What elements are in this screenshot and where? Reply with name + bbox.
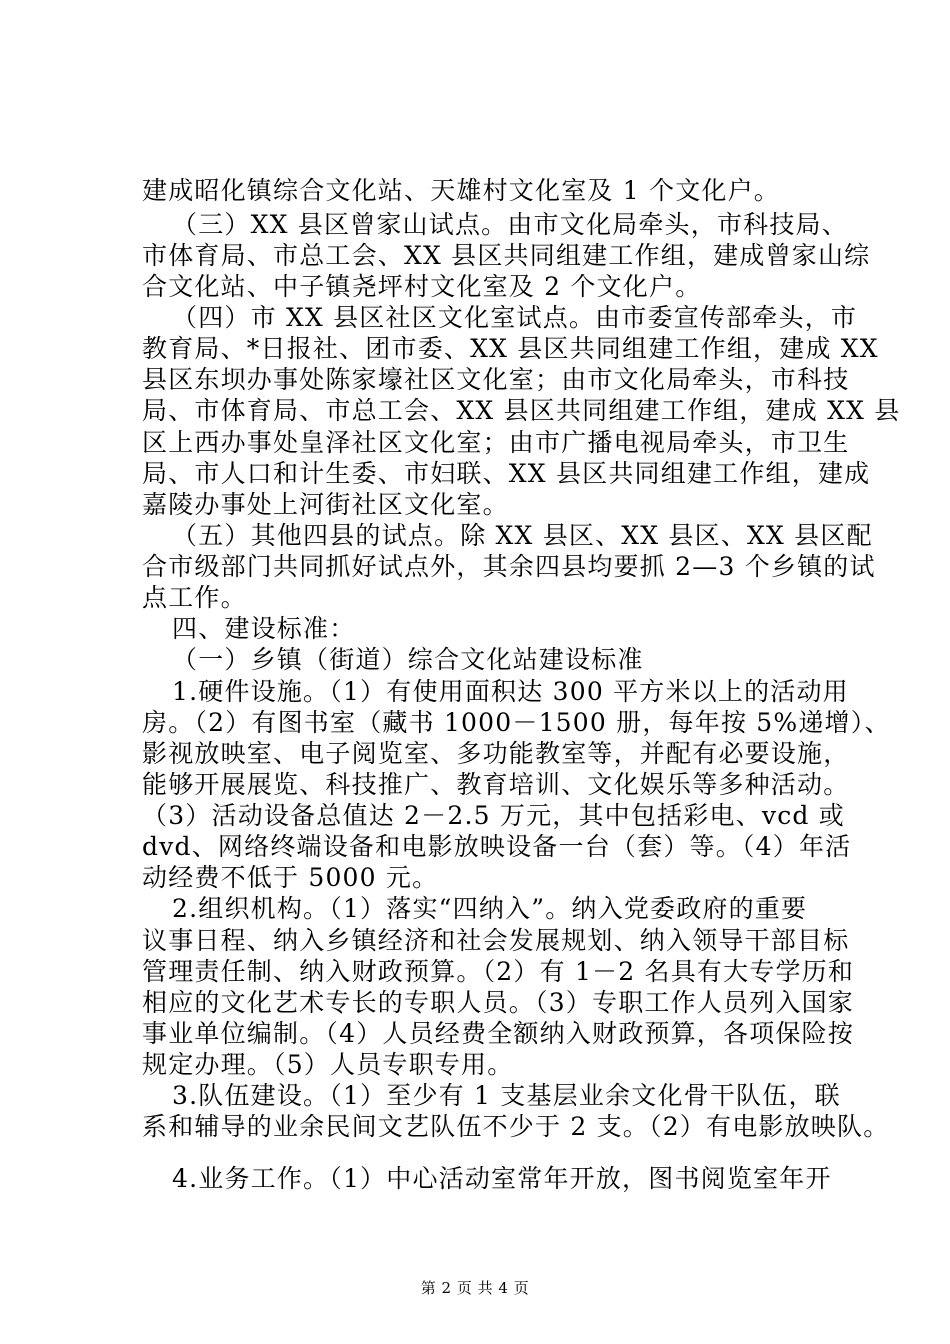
page-footer: 第 2 页 共 4 页: [420, 1279, 530, 1297]
text-line: 2.组织机构。（1）落实“四纳入”。纳入党委政府的重要: [172, 894, 808, 923]
text-line: 嘉陵办事处上河街社区文化室。: [142, 490, 509, 519]
text-line: 建成昭化镇综合文化站、天雄村文化室及 1 个文化户。: [142, 176, 781, 205]
text-line: 县区东坝办事处陈家壕社区文化室；由市文化局牵头，市科技: [142, 365, 850, 394]
text-line: 规定办理。（5）人员专职专用。: [142, 1050, 514, 1079]
text-line: 3.队伍建设。（1）至少有 1 支基层业余文化骨干队伍，联: [172, 1081, 841, 1110]
text-line: 局、市人口和计生委、市妇联、XX 县区共同组建工作组，建成: [142, 459, 871, 488]
text-line: （五）其他四县的试点。除 XX 县区、XX 县区、XX 县区配: [172, 521, 873, 550]
text-line: 1.硬件设施。（1）有使用面积达 300 平方米以上的活动用: [172, 677, 849, 706]
text-line: 点工作。: [142, 583, 247, 612]
text-line: 局、市体育局、市总工会、XX 县区共同组建工作组，建成 XX 县: [142, 396, 901, 425]
text-line: 房。（2）有图书室（藏书 1000－1500 册，每年按 5%递增）、: [142, 708, 891, 737]
text-line: 能够开展展览、科技推广、教育培训、文化娱乐等多种活动。: [142, 770, 850, 799]
subsection-heading: （一）乡镇（街道）综合文化站建设标准: [172, 645, 644, 674]
text-line: 相应的文化艺术专长的专职人员。（3）专职工作人员列入国家: [142, 988, 855, 1017]
text-line: 4.业务工作。（1）中心活动室常年开放，图书阅览室年开: [172, 1164, 832, 1193]
text-line: 动经费不低于 5000 元。: [142, 863, 439, 892]
text-line: 事业单位编制。（4）人员经费全额纳入财政预算，各项保险按: [142, 1019, 855, 1048]
text-line: 议事日程、纳入乡镇经济和社会发展规划、纳入领导干部目标: [142, 926, 850, 955]
text-line: （四）市 XX 县区社区文化室试点。由市委宣传部牵头，市: [172, 303, 858, 332]
text-line: （3）活动设备总值达 2－2.5 万元，其中包括彩电、vcd 或: [142, 801, 845, 830]
text-line: 系和辅导的业余民间文艺队伍不少于 2 支。（2）有电影放映队。: [142, 1112, 890, 1141]
text-line: 市体育局、市总工会、XX 县区共同组建工作组，建成曾家山综: [142, 241, 871, 270]
text-line: 合文化站、中子镇尧坪村文化室及 2 个文化户。: [142, 272, 702, 301]
text-line: dvd、网络终端设备和电影放映设备一台（套）等。（4）年活: [142, 832, 852, 861]
text-line: 合市级部门共同抓好试点外，其余四县均要抓 2—3 个乡镇的试: [142, 552, 876, 581]
text-line: 影视放映室、电子阅览室、多功能教室等，并配有必要设施，: [142, 739, 850, 768]
text-line: （三）XX 县区曾家山试点。由市文化局牵头，市科技局、: [172, 210, 848, 239]
text-line: 管理责任制、纳入财政预算。（2）有 1－2 名具有大专学历和: [142, 957, 855, 986]
text-line: 区上西办事处皇泽社区文化室；由市广播电视局牵头，市卫生: [142, 428, 850, 457]
text-line: 教育局、*日报社、团市委、XX 县区共同组建工作组，建成 XX: [142, 334, 879, 363]
section-heading: 四、建设标准：: [172, 614, 356, 643]
